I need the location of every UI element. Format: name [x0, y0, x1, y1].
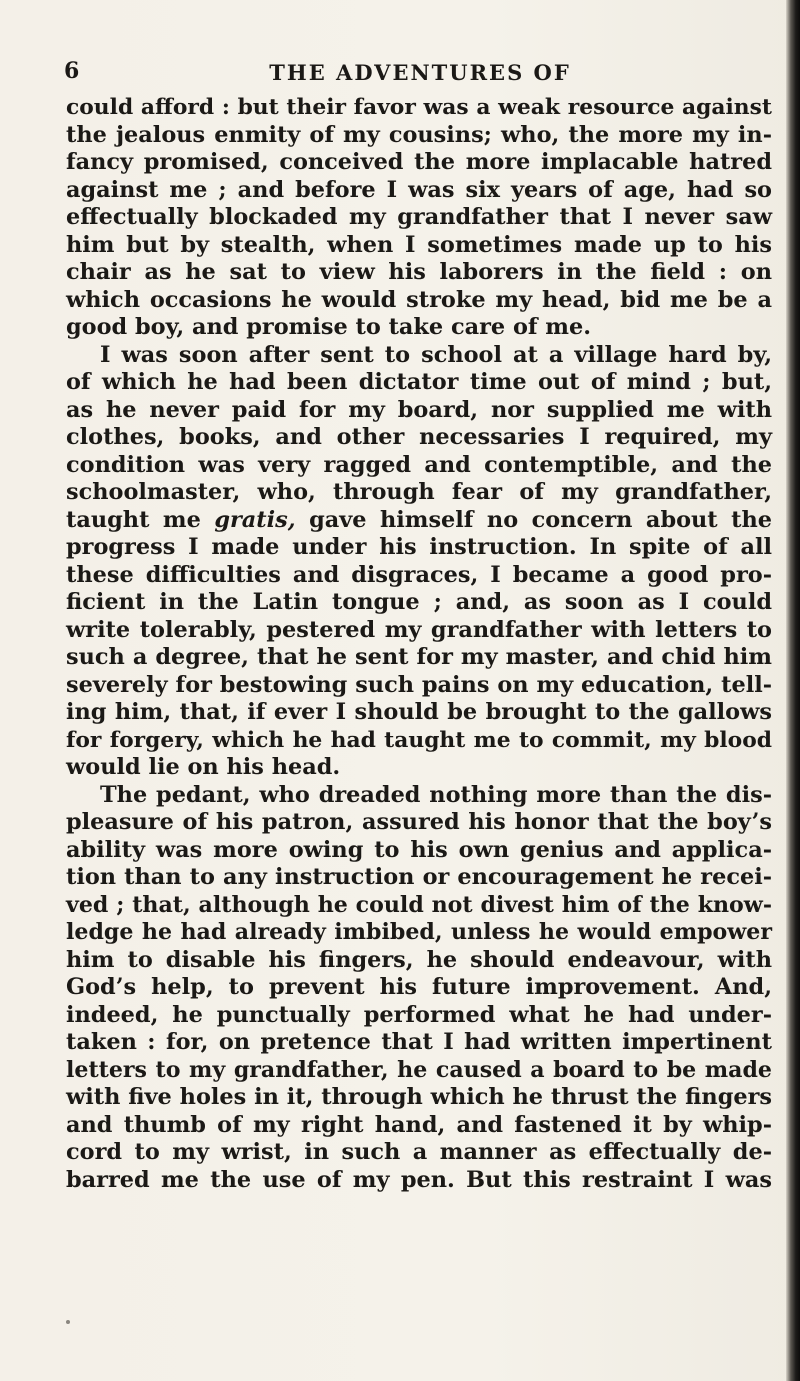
- text-line: schoolmaster, who, through fear of my grandfather,: [66, 479, 772, 505]
- text-line: write tolerably, pestered my grandfather with letters to: [66, 616, 772, 643]
- text-line: as he never paid for my board, nor supplied me with: [66, 396, 772, 423]
- text-line: ficient in the Latin tongue ; and, as soon as I could: [66, 589, 772, 615]
- text-line: condition was very ragged and contemptible, and the: [66, 451, 772, 478]
- text-line: with five holes in it, through which he thrust the fingers: [66, 1084, 772, 1110]
- text-line: him but by stealth, when I sometimes made up to his: [66, 231, 772, 258]
- text-line: fancy promised, conceived the more implacable hatred: [66, 149, 772, 175]
- text-line: indeed, he punctually performed what he had under-: [66, 1001, 772, 1028]
- running-title: THE ADVENTURES OF: [269, 60, 571, 85]
- text-line: for forgery, which he had taught me to commit, my blood: [66, 727, 772, 753]
- text-line-with-italic: [66, 507, 772, 535]
- text-line: which occasions he would stroke my head, bid me be a: [66, 286, 772, 313]
- text-line: ledge he had already imbibed, unless he would empower: [66, 919, 772, 945]
- text-line: ability was more owing to his own genius and applica-: [66, 836, 772, 863]
- text-line: the jealous enmity of my cousins; who, the more my in-: [66, 121, 772, 148]
- text-line: The pedant, who dreaded nothing more than the dis-: [100, 781, 772, 808]
- text-line: these difficulties and disgraces, I became a good pro-: [66, 561, 772, 588]
- text-line: taken : for, on pretence that I had written impertinent: [66, 1029, 772, 1055]
- text-line: tion than to any instruction or encouragement he recei-: [66, 864, 772, 890]
- text-segment: taught me: [66, 506, 201, 533]
- text-line: good boy, and promise to take care of me.: [66, 314, 592, 340]
- text-line: him to disable his fingers, he should endeavour, with: [66, 946, 772, 973]
- text-line: ing him, that, if ever I should be brought to the gallows: [66, 699, 772, 725]
- text-line: progress I made under his instruction. In spite of all: [66, 534, 772, 560]
- text-line: chair as he sat to view his laborers in the field : on: [66, 259, 772, 285]
- text-line: such a degree, that he sent for my master, and chid him: [66, 644, 772, 670]
- paper-speck: [66, 1320, 70, 1324]
- text-line: effectually blockaded my grandfather that I never saw: [66, 204, 772, 230]
- text-line: pleasure of his patron, assured his honor that the boy’s: [66, 809, 772, 835]
- text-line: I was soon after sent to school at a village hard by,: [100, 341, 772, 368]
- text-line: clothes, books, and other necessaries I required, my: [66, 424, 772, 450]
- text-line: could afford : but their favor was a weak resource against: [66, 95, 772, 120]
- text-line: would lie on his head.: [66, 754, 341, 780]
- text-line: cord to my wrist, in such a manner as effectually de-: [66, 1139, 772, 1165]
- text-segment: gave himself no concern about the: [309, 506, 773, 533]
- text-line: and thumb of my right hand, and fastened it by whip-: [66, 1111, 772, 1138]
- italic-word: gratis,: [214, 506, 296, 533]
- text-line: God’s help, to prevent his future improvement. And,: [66, 974, 772, 1000]
- text-line: letters to my grandfather, he caused a board to be made: [66, 1056, 772, 1083]
- page-edge-shadow: [786, 0, 800, 1381]
- page-header: [60, 58, 780, 92]
- page-number: 6: [64, 58, 80, 84]
- text-line: against me ; and before I was six years of age, had so: [66, 176, 772, 203]
- body-text: [66, 94, 772, 1194]
- text-line: of which he had been dictator time out of mind ; but,: [66, 369, 772, 395]
- text-line: severely for bestowing such pains on my education, tell-: [66, 671, 772, 698]
- text-line: barred me the use of my pen. But this restraint I was: [66, 1166, 772, 1193]
- text-line: ved ; that, although he could not divest him of the know-: [66, 891, 772, 918]
